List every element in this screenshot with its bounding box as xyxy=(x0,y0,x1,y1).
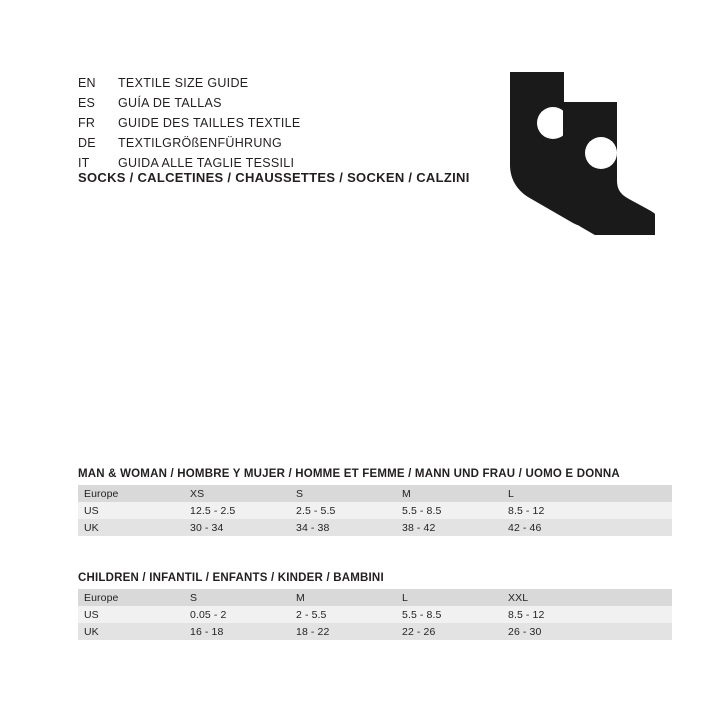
table-cell: 22 - 26 xyxy=(402,625,436,638)
table-cell: 8.5 - 12 xyxy=(508,504,545,517)
table-header-row xyxy=(78,485,672,502)
table-row xyxy=(78,502,672,519)
table-cell: 2 - 5.5 xyxy=(296,608,327,621)
language-code-en: EN xyxy=(78,76,96,90)
header-cell: XS xyxy=(190,487,205,500)
language-title-list xyxy=(78,76,301,176)
header-cell: L xyxy=(402,591,408,604)
table-cell: 18 - 22 xyxy=(296,625,330,638)
language-code-fr: FR xyxy=(78,116,96,130)
language-title-it: GUIDA ALLE TAGLIE TESSILI xyxy=(118,156,295,170)
header-cell: M xyxy=(402,487,411,500)
table-row xyxy=(78,606,672,623)
page-title: SOCKS / CALCETINES / CHAUSSETTES / SOCKEN / CALZINI xyxy=(78,170,470,185)
table-cell: 5.5 - 8.5 xyxy=(402,608,442,621)
table-cell: 8.5 - 12 xyxy=(508,608,545,621)
adult-size-section xyxy=(78,468,642,536)
header-cell: XXL xyxy=(508,591,529,604)
header-cell: M xyxy=(296,591,305,604)
row-label: UK xyxy=(84,625,99,638)
header-cell: Europe xyxy=(84,591,119,604)
header-cell: S xyxy=(190,591,198,604)
table-cell: 42 - 46 xyxy=(508,521,542,534)
language-row-es xyxy=(78,96,301,116)
language-title-de: TEXTILGRÖßENFÜHRUNG xyxy=(118,136,283,150)
table-cell: 34 - 38 xyxy=(296,521,330,534)
socks-pair-icon xyxy=(455,60,655,235)
adult-size-table xyxy=(78,485,672,536)
children-size-section xyxy=(78,572,642,640)
language-row-en xyxy=(78,76,301,96)
table-row xyxy=(78,519,672,536)
table-cell: 0.05 - 2 xyxy=(190,608,227,621)
language-row-de xyxy=(78,136,301,156)
language-title-es: GUÍA DE TALLAS xyxy=(118,96,222,110)
language-row-fr xyxy=(78,116,301,136)
row-label: UK xyxy=(84,521,99,534)
table-cell: 26 - 30 xyxy=(508,625,542,638)
table-cell: 2.5 - 5.5 xyxy=(296,504,336,517)
header-cell: S xyxy=(296,487,304,500)
header-cell: L xyxy=(508,487,514,500)
table-cell: 38 - 42 xyxy=(402,521,436,534)
header-cell: Europe xyxy=(84,487,119,500)
table-cell: 5.5 - 8.5 xyxy=(402,504,442,517)
language-code-es: ES xyxy=(78,96,96,110)
table-cell: 12.5 - 2.5 xyxy=(190,504,236,517)
row-label: US xyxy=(84,504,99,517)
children-table-caption: CHILDREN / INFANTIL / ENFANTS / KINDER / BAMBINI xyxy=(78,572,384,584)
table-row xyxy=(78,623,672,640)
table-cell: 16 - 18 xyxy=(190,625,224,638)
language-code-de: DE xyxy=(78,136,96,150)
language-title-fr: GUIDE DES TAILLES TEXTILE xyxy=(118,116,301,130)
language-code-it: IT xyxy=(78,156,90,170)
row-label: US xyxy=(84,608,99,621)
table-cell: 30 - 34 xyxy=(190,521,224,534)
children-size-table xyxy=(78,589,672,640)
adult-table-caption: MAN & WOMAN / HOMBRE Y MUJER / HOMME ET FEMME / MANN UND FRAU / UOMO E DONNA xyxy=(78,468,620,480)
table-header-row xyxy=(78,589,672,606)
language-title-en: TEXTILE SIZE GUIDE xyxy=(118,76,249,90)
